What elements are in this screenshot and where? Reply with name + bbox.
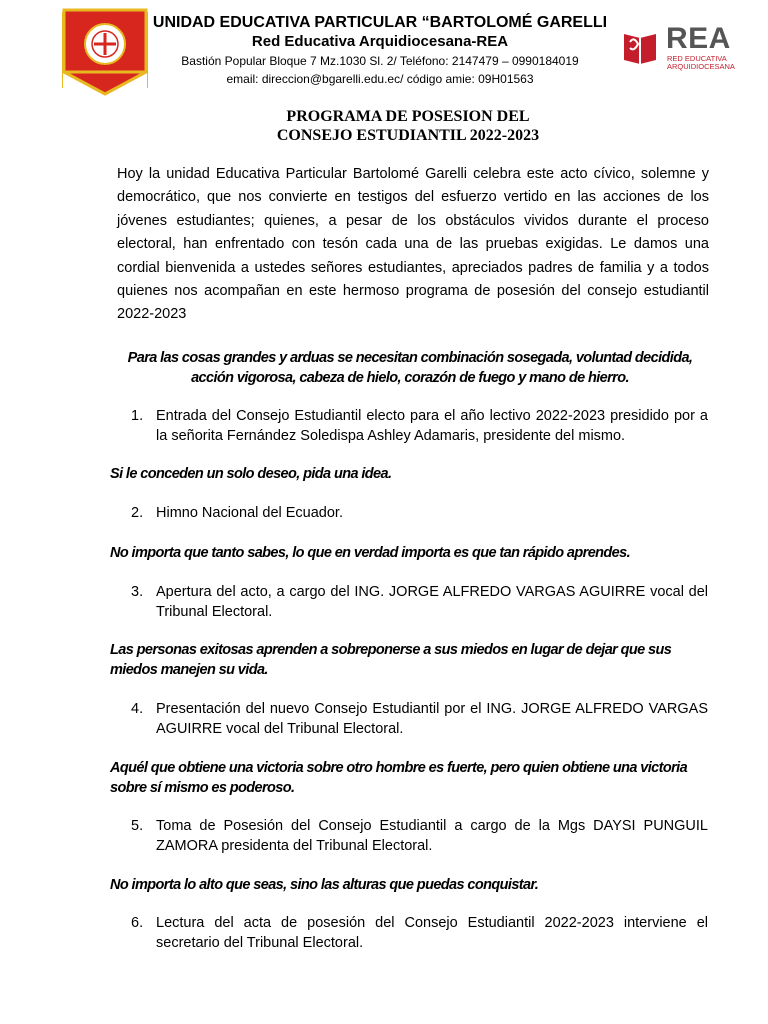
title-line-1: PROGRAMA DE POSESION DEL (286, 108, 530, 125)
rea-book-icon (618, 24, 662, 68)
item-number: 1. (131, 408, 144, 424)
letterhead (0, 0, 768, 100)
network-name: Red Educativa Arquidiocesana-REA (251, 33, 509, 50)
rea-logo-subtitle: RED EDUCATIVA ARQUIDIOCESANA (667, 54, 735, 71)
school-crest-logo (62, 8, 148, 96)
item-text: Himno Nacional del Ecuador. (156, 505, 343, 521)
school-name: UNIDAD EDUCATIVA PARTICULAR “BARTOLOMÉ GARELLI (152, 14, 608, 31)
item-number: 6. (131, 915, 144, 931)
document-title (150, 107, 666, 145)
quote-4: Las personas exitosas aprenden a sobreponerse a sus miedos en lugar de dejar que sus miedos manejen su vida. (110, 642, 672, 678)
school-address: Bastión Popular Bloque 7 Mz.1030 Sl. 2/ Teléfono: 2147479 – 0990184019 (181, 54, 579, 68)
rea-logo-text: REA (666, 22, 731, 55)
item-text: Toma de Posesión del Consejo Estudiantil a cargo de la Mgs DAYSI PUNGUIL ZAMORA presidenta del Tribunal Electoral. (156, 818, 708, 854)
item-number: 2. (131, 505, 144, 521)
quote-2: Si le conceden un solo deseo, pida una idea. (110, 466, 392, 482)
item-number: 5. (131, 818, 144, 834)
rea-logo (618, 22, 740, 72)
item-text: Entrada del Consejo Estudiantil electo para el año lectivo 2022-2023 presidido por a la señorita Fernández Soledispa Ashley Adamaris, presidente del mismo. (156, 408, 708, 444)
quote-1: Para las cosas grandes y arduas se necesitan combinación sosegada, voluntad decidida, acción vigorosa, cabeza de hielo, corazón de fuego y mano de hierro. (127, 350, 693, 386)
quote-5: Aquél que obtiene una victoria sobre otro hombre es fuerte, pero quien obtiene una victoria sobre sí mismo es poderoso. (110, 760, 688, 796)
item-text: Apertura del acto, a cargo del ING. JORGE ALFREDO VARGAS AGUIRRE vocal del Tribunal Electoral. (156, 584, 708, 620)
item-number: 3. (131, 584, 144, 600)
item-text: Presentación del nuevo Consejo Estudiantil por el ING. JORGE ALFREDO VARGAS AGUIRRE vocal del Tribunal Electoral. (156, 701, 708, 737)
item-text: Lectura del acta de posesión del Consejo Estudiantil 2022-2023 interviene el secretario del Tribunal Electoral. (156, 915, 708, 951)
quote-3: No importa que tanto sabes, lo que en verdad importa es que tan rápido aprendes. (110, 545, 631, 561)
intro-paragraph: Hoy la unidad Educativa Particular Bartolomé Garelli celebra este acto cívico, solemne y democrático, que nos convierte en testigos del esfuerzo vertido en las acciones de los jóvenes estudiantes; quienes, a pesar de los obstáculos vividos durante el proceso electoral, han enfrentado con tesón cada una de las pruebas exigidas. Le damos una cordial bienvenida a ustedes señores estudiantes, apreciados padres de familia y a todos quienes nos acompañan en este hermoso programa de posesión del consejo estudiantil 2022-2023 (117, 166, 709, 323)
item-number: 4. (131, 701, 144, 717)
school-email: email: direccion@bgarelli.edu.ec/ código amie: 09H01563 (226, 72, 534, 86)
quote-6: No importa lo alto que seas, sino las alturas que puedas conquistar. (110, 877, 539, 893)
title-line-2: CONSEJO ESTUDIANTIL 2022-2023 (276, 127, 540, 144)
